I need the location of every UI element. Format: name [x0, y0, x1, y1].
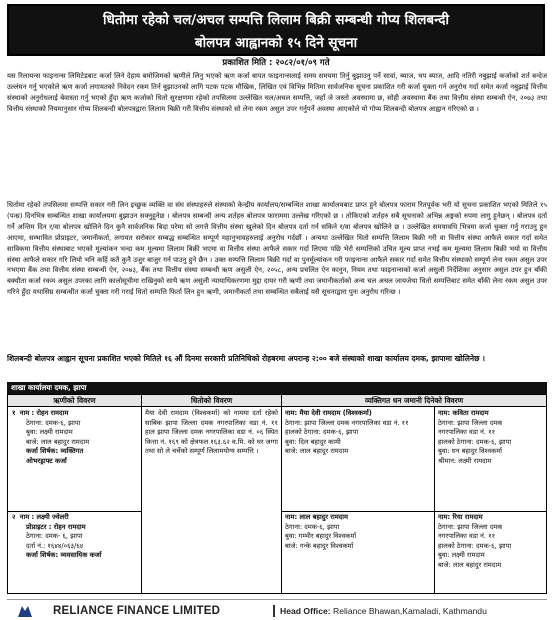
row1-borrower-name: नाम : रोहन रामदाम	[19, 409, 69, 417]
head-office	[280, 606, 487, 616]
row2-borrower	[12, 513, 139, 591]
publish-date: प्रकाशित मिति : २०८२/०१/०९ गते	[222, 58, 330, 68]
row2-guarantor-2	[438, 513, 545, 593]
row2-borrower-address: ठेगाना: दमक- ६, झापा	[26, 532, 83, 541]
brand-name: RELIANCE FINANCE LIMITED	[53, 605, 221, 617]
footer-separator	[273, 605, 275, 617]
row1-g2-father: बुवा: धन बहादुर विश्वकर्मा	[438, 447, 502, 456]
row1-guarantor-1	[285, 409, 432, 509]
row2-g2-name: नाम: रिया रामदाम	[438, 513, 483, 521]
row1-g2-address: ठेगाना: झापा जिल्ला दमक	[438, 418, 503, 427]
row1-g2-name: नाम: कविता रामदाम	[438, 409, 489, 417]
branch-office-bar: शाखा कार्यालयः दमक, झापा	[7, 382, 547, 394]
header-collateral: धितोको विवरण	[142, 395, 281, 407]
row2-borrower-name: नाम : लक्ष्मी ज्वेलरी	[19, 513, 69, 521]
row1-borrower-father: बुवा: लक्ष्मी रामदाम	[26, 428, 73, 437]
row2-guarantor-1	[285, 513, 432, 591]
row1-borrower	[12, 409, 139, 509]
title-line-1: धितोमा रहेको चल/अचल सम्पत्ति लिलाम बिक्री सम्बन्धी गोप्य शिलबन्दी	[103, 12, 449, 28]
row1-g2-current: हालको ठेगाना: दमक-६, झापा	[438, 437, 512, 446]
row1-loan-value: ओभरड्राफ्ट कर्जा	[26, 456, 67, 465]
footer	[7, 599, 547, 619]
row2-g1-father: बुवा: गम्भीर बहादुर विश्वकर्मा	[285, 532, 357, 541]
head-office-address: Reliance Bhawan,Kamaladi, Kathmandu	[333, 606, 487, 616]
row2-g2-address: ठेगाना: झापा जिल्ला दमक	[438, 522, 503, 531]
row1-borrower-grandfather: बाजे: लाल बहादुर रामदाम	[26, 437, 90, 446]
row2-loan-label: कर्जा शिर्षक: व्यवसायिक कर्जा	[26, 551, 102, 560]
row2-g1-grandfather: बाजे: गन्के बहादुर विश्वकर्मा	[285, 541, 354, 550]
row1-borrower-address: ठेगाना: दमक-६, झापा	[26, 418, 81, 427]
row2-registration: दर्ता नं.: १६४४/०६३/६४	[26, 541, 84, 550]
row1-sn: १	[12, 409, 16, 417]
details-table	[7, 394, 547, 594]
notice-title-banner	[7, 4, 545, 56]
row1-g1-grandfather: बाजे: लाल बहादुर रामदाम	[285, 447, 349, 456]
row2-g2-father: बुवा: लक्ष्मी रामदाम	[438, 551, 485, 560]
row1-g2-ward: नगरपालिका वडा नं. ११	[438, 428, 496, 437]
bid-opening-notice: शिलबन्दी बोलपत्र आह्वान सूचना प्रकाशित भएको मितिले १६ औं दिनमा सरकारी प्रतिनिधिको रोहबरमा अपरान्ह २:०० बजे संस्थाको शाखा कार्यालय दमक, झापामा खोलिनेछ ।	[7, 354, 485, 363]
row2-g2-current: हालको ठेगाना: दमक-६, झापा	[438, 541, 512, 550]
row1-g2-husband: श्रीमान: लक्ष्मी रामदाम	[438, 456, 492, 465]
header-guarantor: व्यक्तिगत धन जमानी दिनेको विवरण	[282, 395, 546, 407]
row1-g1-current: हालको ठेगाना: दमक-६, झापा	[285, 428, 359, 437]
notice-paragraph-1: यस रिलायन्स फाइनान्स लिमिटेडबाट कर्जा लिने देहाय बमोजिमको ऋणीले लिनु भएको ऋण कर्जा बापत फाइनान्सलाई समय समयमा तिर्नु बुझाउनु पर्ने सावां, ब्याज, थप ब्याज, आदि नतिरी नबुझाई कर्जाको शर्त बन्देज उल्लंघन गर्नु भएकोले ऋण कर्जा लगायतको निवेदन रकम तिर्न बुझाउनको लागि पटक पटक मौखिक, लिखित एवं विभिन्न मितिमा सार्वजनिक सूचना प्रकाशित गरी कर्जा चुक्ता गर्न अनुरोध गर्दा समेत कर्जा नबुझाई वित्तीय संस्थाको अनुरोधलाई बेवास्ता गर्नु भएको हुँदा ऋण कर्जाको धितो सुरक्षणमा रहेको तपसिलमा उल्लेखित चल/अचल सम्पत्ति, जहाँ जे जस्तो अवस्थामा छ, सोही अवस्थामा बैंक तथा वित्तीय संस्था सम्बन्धी ऐन, २०७३ तथा वित्तीय संस्थाको नियमानुसार गोप्य शिलबन्दी बोलपत्रद्वारा लिलाम बिक्री गरी वित्तीय संस्थाको सो लेना रकम असुल उपर गर्नुपर्ने अवस्था आएकोले यो गोप्य शिलबन्दी बोलपत्र आह्वान गरिएको छ ।	[7, 72, 547, 113]
row2-sn: २	[12, 513, 16, 521]
row1-g1-name: नाम: मैया देवी रामदाम (विश्वकर्मा)	[285, 409, 372, 417]
title-line-2: बोलपत्र आह्वानको १५ दिने सूचना	[194, 35, 358, 51]
reliance-logo-icon	[17, 604, 33, 618]
row1-g1-father: बुवा: दिल बहादुर कामी	[285, 437, 341, 446]
row2-g2-grandfather: बाजे: लाल बहादुर रामदाम	[438, 560, 502, 569]
head-office-label: Head Office:	[280, 606, 331, 616]
row2-g1-name: नाम: लाल बहादुर रामदाम	[285, 513, 349, 521]
header-borrower: ऋणीको विवरण	[8, 395, 141, 407]
row2-g1-address: ठेगाना: दमक-६, झापा	[285, 522, 340, 531]
row2-g2-ward: नगरपालिका वडा नं. ११	[438, 532, 496, 541]
notice-paragraph-2: धितोमा रहेको तपसिलमा सम्पत्ति सकार गरी लिन इच्छुक व्यक्ति वा संघ संस्थाहरुले संस्थाको केन्द्रीय कार्यालय/सम्बन्धित शाखा कार्यालयबाट प्राप्त हुने बोलपत्र फाराम रितपूर्वक भरी यो सूचना प्रकाशित भएको मितिले १५ (पन्ध्र) दिनभित्र सम्बन्धित शाखा कार्यालयमा बुझाउन सक्नुहुनेछ । बोलपत्र सम्बन्धी अन्य शर्तहरु बोलपत्र फाराममा उल्लेख गरिएको छ । तोकिएको शर्तहरु सबै सूचनाको अभिन्न अङ्गको रुपमा लागु हुनेछन् । बोलपत्र दर्ता गर्ने अन्तिम दिन र/वा बोलपत्र खोलिने दिन कुनै सार्वजनिक बिदा परेमा सो लगत्तै वित्तीय संस्था खुलेको दिन बोलपत्र दर्ता गर्न सकिने र/वा बोलपत्र खोलिने छ । उल्लेखित समयावधि भित्रमा कर्जा चुक्ता गर्नु गराउनु हुन आएमा, सम्भावित प्रोप्राइटर, जमानीकर्ता, लगायत सरोकार सम्बद्ध सम्बन्धित सम्पूर्ण महानुभावहरुलाई अनुरोध गर्दछौं । अन्यथा उल्लेखित धितो सम्पत्ति लिलाम बिक्री गरी वा वित्तीय संस्था आफैले सकार गर्दा समेत साविकमा वित्तीय संस्थाबाट भएको मूल्यांकन भन्दा कम मूल्यमा लिलाम बिक्री भएमा वा वित्तीय संस्था आफैले सकार गर्दा लिएमा पछि भेरो सम्पत्तिको उचित मूल्य प्राप्त नभई कम मूल्यमा लिलाम बिक्री भयो वा वित्तीय संस्था आफैले सकार गरि लियो भनि कहिं कतै कुनै उजुर बाजुर गर्न पाउनु हुने छैन । उक्त सम्पत्ति लिलाम बिक्री गर्दा वा पुनर्मूल्यांकन गरी फाइनान्स आफैले सकार गर्दा समेत वित्तीय संस्थाको सम्पूर्ण लेना रकम असुल उपर नभएमा बैंक तथा वित्तीय संस्था सम्बन्धी ऐन, २०७३, बैंक तथा वित्तीय संस्था सम्बन्धी ऋण असुली ऐन, २०५८, अन्य प्रचलित ऐन कानुन, नियम तथा फाइनान्सको कर्जा असुली निर्देशिका अनुसार असुल उपर हुन बाँकी बक्यौता कर्जा रकम असुल उपरका लागि कालोसूचीमा राखिनुको साथै ऋण असुली न्यायाधिकरणमा मुद्दा दायर गरी ऋणी तथा जमानीकर्ताको अन्य चल अचल जायजेथा धितो सम्पत्तिबाट समेत बाँकी लेना रकम असुल उपर गरिने हुँदा यथासिघ्र सम्बन्धीत कर्जा चुक्ता गरी गराई धितो सम्पत्ति फिर्ता लिन हुन ऋणी, जमानीकर्ता तथा सम्बन्धित सबैलाई यसै सूचनाद्वारा पुनः अनुरोध गरिन्छ ।	[7, 201, 547, 297]
row1-guarantor-2	[438, 409, 545, 509]
collateral-description: मैया देवी रामदाम (विश्वकर्मा) को नाममा दर्ता रहेको साबिक झापा जिल्ला दमक नगरपालिका वडा नं. ११ हाल झापा जिल्ला दमक नगरपालिका वडा नं. ०६ स्थित कित्ता नं. १६९ को क्षेत्रफल १६३.६२ व.मि. को घर जग्गा तथा सो ले चर्चेको सम्पूर्ण लिलामयोग्य सम्पत्ति ।	[145, 409, 278, 456]
row1-loan-label: कर्जा शिर्षक: व्यक्तिगत	[26, 447, 84, 456]
row1-g1-address: ठेगाना: झापा जिल्ला दमक नगरपालिका वडा नं. ११	[285, 418, 409, 427]
row2-proprietor: प्रोप्राइटर : रोहन रामदाम	[26, 522, 86, 531]
